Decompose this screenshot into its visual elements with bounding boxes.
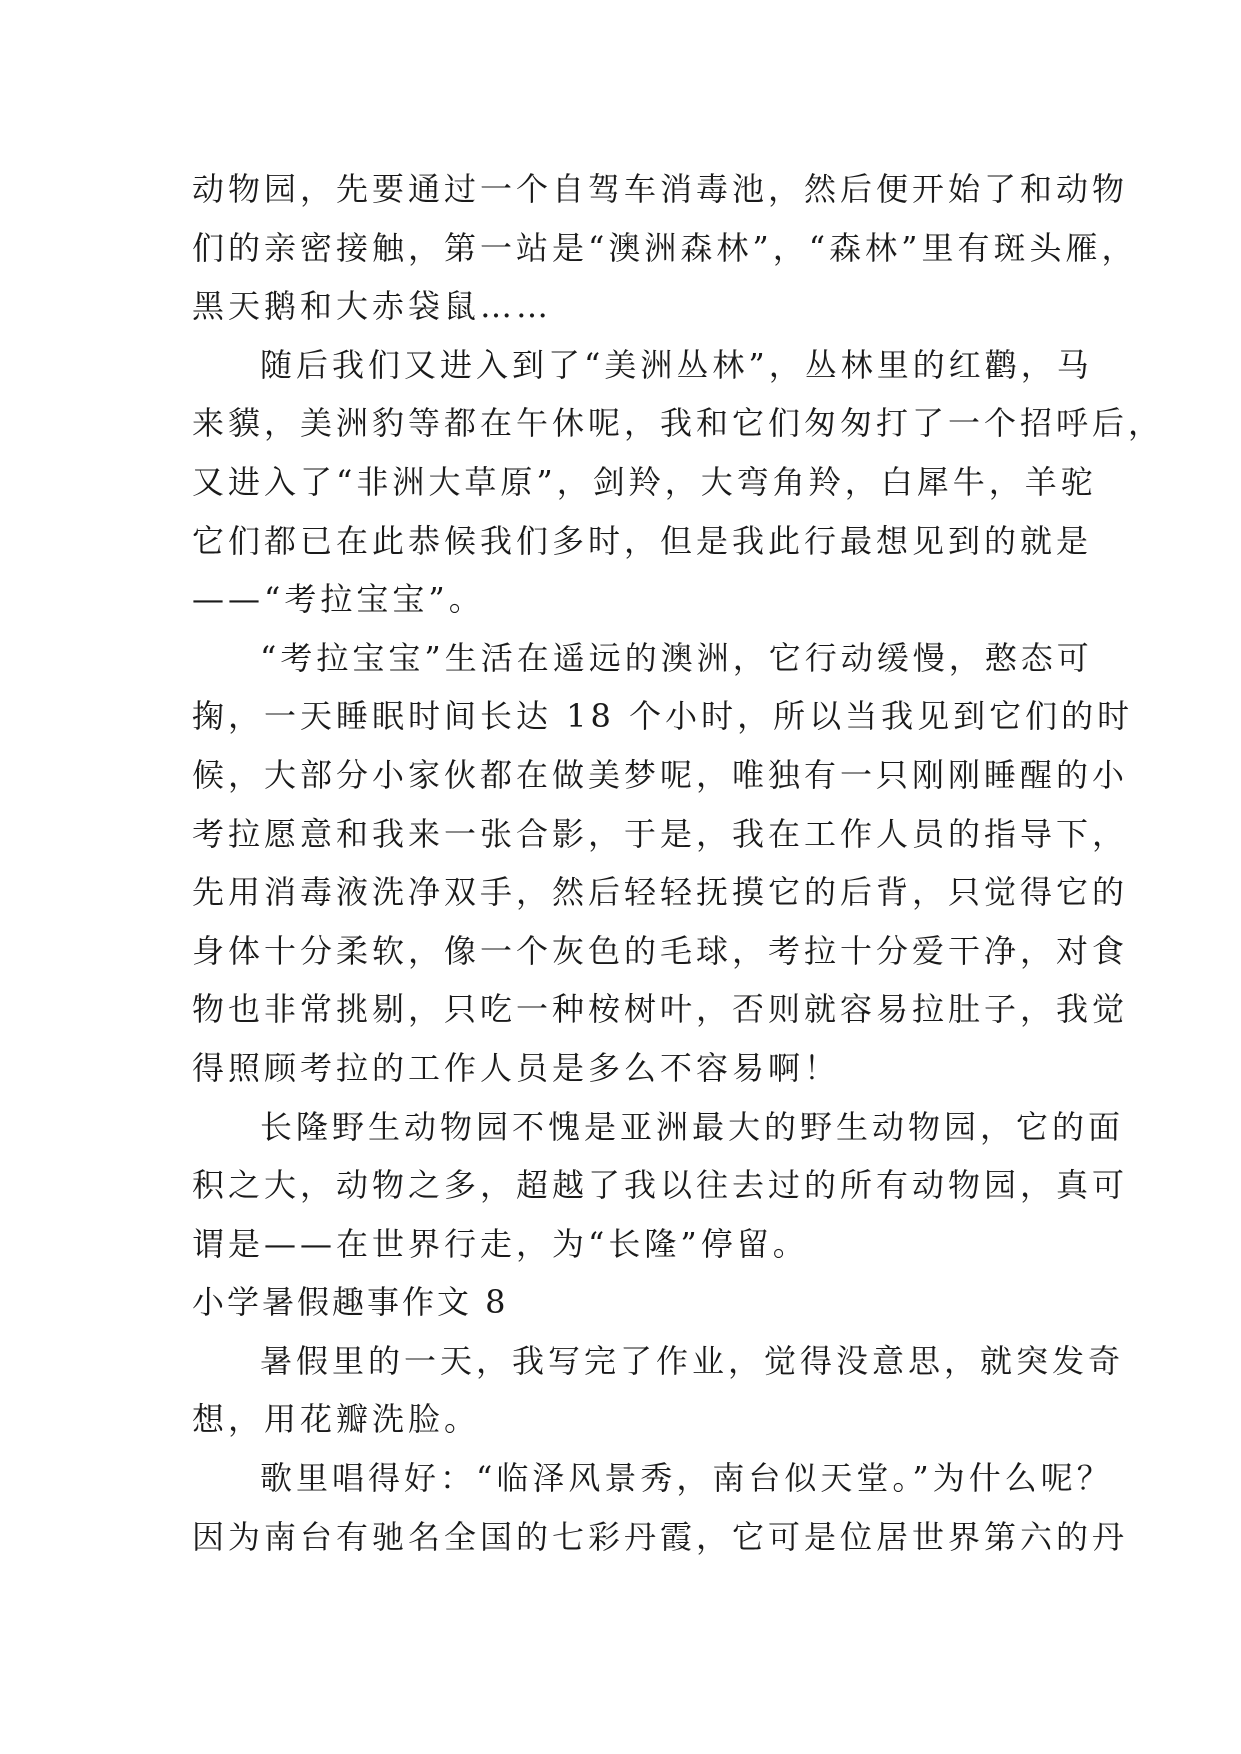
text-line: 们的亲密接触，第一站是“澳洲森林”，“森林”里有斑头雁， bbox=[192, 228, 1138, 267]
text-line: 动物园，先要通过一个自驾车消毒池，然后便开始了和动物 bbox=[192, 170, 1129, 208]
text-line: 它们都已在此恭候我们多时，但是我此行最想见到的就是 bbox=[192, 521, 1093, 560]
paragraph-first-line: 长隆野生动物园不愧是亚洲最大的野生动物园，它的面 bbox=[260, 1107, 1125, 1146]
text-line: 积之大，动物之多，超越了我以往去过的所有动物园，真可 bbox=[192, 1166, 1129, 1205]
text-line: 候，大部分小家伙都在做美梦呢，唯独有一只刚刚睡醒的小 bbox=[192, 755, 1129, 794]
text-line: 黑天鹅和大赤袋鼠…… bbox=[192, 287, 553, 326]
text-line: 因为南台有驰名全国的七彩丹霞，它可是位居世界第六的丹 bbox=[192, 1517, 1129, 1556]
section-heading: 小学暑假趣事作文 8 bbox=[192, 1283, 509, 1322]
paragraph-first-line: 随后我们又进入到了“美洲丛林”，丛林里的红鹳，马 bbox=[260, 345, 1093, 384]
text-line: 得照顾考拉的工作人员是多么不容易啊！ bbox=[192, 1048, 841, 1087]
paragraph-first-line: 暑假里的一天，我写完了作业，觉得没意思，就突发奇 bbox=[260, 1341, 1125, 1380]
text-line: 谓是——在世界行走，为“长隆”停留。 bbox=[192, 1224, 809, 1263]
text-line: 掬，一天睡眠时间长达 18 个小时，所以当我见到它们的时 bbox=[192, 697, 1134, 736]
text-line: 想，用花瓣洗脸。 bbox=[192, 1400, 481, 1439]
text-line: 来貘，美洲豹等都在午休呢，我和它们匆匆打了一个招呼后， bbox=[192, 404, 1165, 443]
body-text bbox=[192, 160, 1165, 1566]
text-line: 又进入了“非洲大草原”，剑羚，大弯角羚，白犀牛，羊驼 bbox=[192, 462, 1097, 501]
text-line: 先用消毒液洗净双手，然后轻轻抚摸它的后背，只觉得它的 bbox=[192, 873, 1129, 912]
text-line: 身体十分柔软，像一个灰色的毛球，考拉十分爱干净，对食 bbox=[192, 931, 1129, 970]
paragraph-first-line: 歌里唱得好：“临泽风景秀，南台似天堂。”为什么呢？ bbox=[260, 1459, 1113, 1498]
paragraph-first-line: “考拉宝宝”生活在遥远的澳洲，它行动缓慢，憨态可 bbox=[260, 638, 1093, 677]
text-line: 考拉愿意和我来一张合影，于是，我在工作人员的指导下， bbox=[192, 814, 1129, 853]
text-line: 物也非常挑剔，只吃一种桉树叶，否则就容易拉肚子，我觉 bbox=[192, 990, 1129, 1029]
text-line: ——“考拉宝宝”。 bbox=[192, 580, 485, 619]
